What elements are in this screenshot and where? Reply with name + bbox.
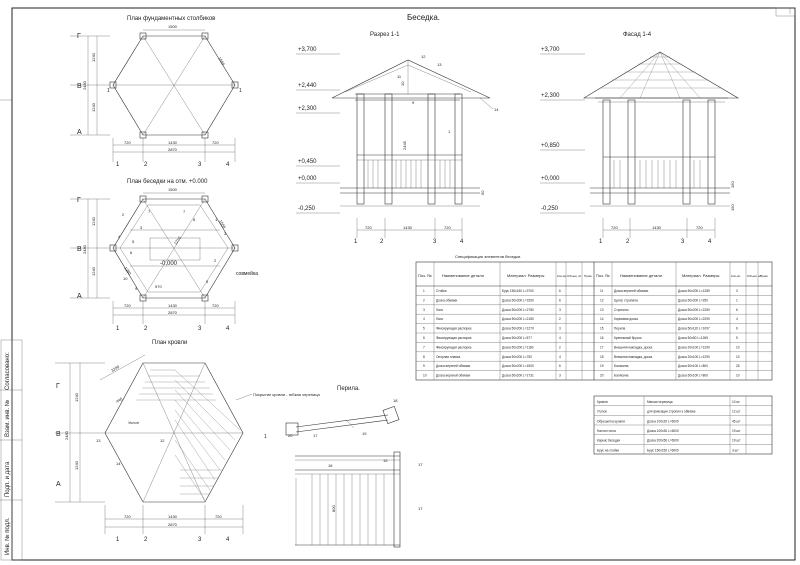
gp-left-dim-2: 1240 (91, 267, 96, 276)
railing-part-17b: 17 (418, 462, 423, 467)
materials-rows (597, 400, 741, 452)
railing-part-17c: 17 (418, 506, 423, 511)
railing-title: Перила. (337, 386, 360, 392)
stamp-sign-date: Подп. и дата (5, 461, 11, 497)
gp-bottom-dim-3: 720 (212, 303, 219, 308)
spec-cell: 5 (736, 336, 738, 340)
section-part-10: 10 (400, 81, 405, 86)
fp-row-v: В (77, 83, 82, 90)
gp-part-8: 8 (193, 217, 196, 222)
rp-left-dim-1: 1240 (74, 393, 79, 402)
spec-cell: Доска 50х200 L=2180 (502, 317, 534, 322)
spec-cell: Доска верхней обвязки (614, 289, 649, 293)
spec-cell: Доска 50х50 L=1265 (678, 336, 708, 340)
spec-cell: 12 (600, 298, 604, 303)
spec-cell: Фиксирующая распорка (436, 326, 472, 331)
spec-cell: 1 (423, 289, 425, 293)
spec-cell: 2 (559, 345, 561, 350)
gp-part-14: 3 (224, 231, 227, 236)
facade-small-1: 150 (730, 181, 735, 188)
spec-cell: Доска 20х100 L=1290 (678, 354, 710, 359)
fp-total-left: 2480 (82, 81, 87, 90)
spec-cell: 3 (423, 307, 425, 312)
gp-note: совмейка (236, 271, 259, 277)
spec-cell: Перила (614, 326, 626, 331)
materials-cell: Доска 200х50 L=6000 (647, 438, 679, 443)
gp-part-9: 1 (215, 217, 218, 222)
spec-cell: Доска верхней обвязки (436, 373, 471, 378)
fp-row-g: Г (77, 33, 81, 40)
gp-left-dim-1: 1240 (91, 217, 96, 226)
facade-level-1: +3,700 (541, 47, 560, 53)
facade-1-4 (540, 32, 738, 245)
materials-cell: Мягкая черепица (647, 400, 673, 404)
sheet-number-box (776, 8, 795, 16)
spec-cell: 18 (600, 354, 604, 359)
rp-part-13: 13 (96, 438, 101, 443)
spec-cell: 11 (600, 289, 604, 293)
gp-total-bottom: 2870 (168, 310, 177, 315)
spec-cell: 9 (423, 364, 425, 369)
gp-part-12: 5 (206, 279, 209, 284)
gp-row-a: А (77, 293, 82, 300)
section-level-5: +0,000 (298, 176, 317, 182)
spec-cell: 10 (736, 373, 740, 378)
gp-row-g: Г (77, 197, 81, 204)
railing-part-15: 15 (383, 458, 388, 463)
gazebo-plan (70, 179, 258, 332)
spec-cell: Доска обвязки (436, 298, 458, 303)
gp-col-1: 1 (116, 326, 120, 332)
spec-left-rows (423, 289, 561, 378)
spec-cell: 6 (559, 364, 561, 369)
materials-cell: Уголок (597, 409, 607, 414)
materials-cell: 45 шт (732, 419, 741, 424)
spec-cell: 10 (736, 354, 740, 359)
gp-col-2: 2 (144, 326, 148, 332)
spec-h-pos-l: Поз. № (418, 273, 432, 278)
fp-total-bottom: 2870 (168, 147, 177, 152)
fp-marker-1: 1 (107, 88, 110, 94)
materials-cell: Доска 100х30 L=6000 (647, 429, 679, 434)
fp-col-2: 2 (144, 162, 148, 168)
facade-level-5: -0,250 (541, 206, 559, 212)
rp-bottom-dim-2: 1430 (168, 514, 177, 519)
spec-cell: Лага (436, 317, 443, 322)
materials-cell: Настил пола (597, 429, 616, 434)
spec-cell: Доска 50х200 L=1289 (678, 289, 710, 293)
spec-cell: 2 (423, 298, 425, 303)
stamp-inv: Инв. № подл. (5, 517, 11, 555)
section-part-13: 13 (437, 62, 442, 67)
spec-cell: 1 (736, 298, 738, 303)
rp-dim-2: 440 (115, 396, 124, 404)
rp-covering: Покрытие кровли - гибкая черепица (253, 392, 320, 397)
spec-cell: Балясина (614, 364, 629, 369)
rp-part-14: 14 (116, 461, 121, 466)
spec-cell: Крепежный брусок (614, 336, 642, 340)
spec-cell: Доска 50х200 L=750 (502, 354, 532, 359)
spec-h-note-l: Прим. (584, 274, 593, 278)
facade-small-2: 150 (730, 204, 735, 211)
gp-inner-dim-3: 1280 (123, 265, 133, 276)
gp-part-3: 2 (122, 212, 125, 217)
spec-cell: 20 (600, 373, 604, 378)
section-1-1 (296, 32, 499, 245)
fp-row-a: А (77, 129, 82, 136)
fp-top-dim: 1500 (168, 24, 177, 29)
spec-cell: 10 (423, 373, 427, 378)
gp-bottom-dim-2: 1430 (168, 303, 177, 308)
spec-cell: 14 (600, 317, 604, 322)
section-col-3: 3 (433, 239, 437, 245)
facade-dim-2: 1430 (652, 225, 661, 230)
materials-cell: 19 шт (732, 429, 741, 434)
spec-cell: 25 (736, 364, 740, 369)
section-part-11: 11 (397, 74, 402, 79)
spec-cell: Доска 50х200 L=2780 (502, 307, 534, 312)
spec-cell: 3 (559, 307, 561, 312)
spec-cell: 6 (736, 326, 738, 331)
section-small: 50 (480, 190, 485, 195)
rp-angle: Уклон (128, 420, 139, 425)
spec-cell: Стропило (614, 307, 629, 312)
spec-cell: Доска верхней обвязки (436, 364, 471, 369)
materials-cell: 3 шт (732, 448, 739, 453)
spec-cell: Лага (436, 307, 443, 312)
gp-row-v: В (77, 246, 82, 253)
facade-col-3: 3 (681, 239, 685, 245)
spec-cell: 7 (423, 345, 425, 350)
section-part-14: 14 (494, 107, 499, 112)
rp-row-a: А (56, 481, 61, 488)
section-col-2: 2 (380, 239, 384, 245)
fp-left-dim-1: 1240 (91, 53, 96, 62)
gp-col-3: 3 (198, 326, 202, 332)
foundation-plan (70, 16, 242, 168)
fp-col-3: 3 (198, 162, 202, 168)
materials-cell: 12 шт (732, 409, 741, 414)
spec-h-name-l: Наименование детали (442, 273, 484, 278)
spec-cell: Доска 50х200 L=250 (678, 298, 708, 303)
railing-part-17a: 17 (313, 433, 318, 438)
materials-cell: Брус на стойки (597, 448, 620, 453)
fp-col-4: 4 (226, 162, 230, 168)
railing-part-18: 18 (393, 398, 398, 403)
section-part-1: 1 (448, 129, 451, 134)
spec-cell: 16 (600, 336, 604, 340)
spec-h-mat-r: Материал. Размеры (682, 273, 720, 278)
spec-h-note-r: Прим. (760, 274, 769, 278)
roof-plan-title: План кровли (152, 340, 188, 346)
facade-dim-1: 720 (611, 225, 618, 230)
rp-row-g: Г (56, 383, 60, 390)
materials-table (594, 396, 772, 454)
railing-height: 800 (331, 505, 336, 512)
spec-cell: 4 (736, 317, 738, 322)
spec-right-rows (600, 289, 740, 378)
spec-cell: Фиксирующая распорка (436, 336, 472, 340)
section-level-2: +2,440 (298, 83, 317, 89)
rp-total-left: 2480 (64, 431, 69, 440)
section-col-1: 1 (354, 239, 358, 245)
spec-h-vol-r: Объем, м³ (747, 274, 762, 278)
section-level-1: +3,700 (298, 47, 317, 53)
rp-col-3: 3 (198, 537, 202, 543)
section-title: Разрез 1-1 (370, 32, 400, 38)
gp-part-7: 7 (183, 209, 186, 214)
facade-title: Фасад 1-4 (623, 32, 652, 38)
rp-bottom-dim-3: 720 (215, 514, 222, 519)
spec-cell: 13 (600, 307, 604, 312)
spec-cell: Кормовая доска (614, 317, 638, 322)
railing-detail (286, 386, 423, 547)
facade-level-4: +0,000 (541, 176, 560, 182)
materials-cell: 19 шт (732, 438, 741, 443)
spec-cell: 3 (559, 373, 561, 378)
spec-cell: 10 (736, 345, 740, 350)
railing-part-19: 19 (362, 431, 367, 436)
spec-cell: 15 (600, 326, 604, 331)
materials-cell: Брус 150х150 L=6000 (647, 448, 679, 453)
spec-cell: Внешняя накладка, доска (614, 354, 653, 359)
spec-cell: 17 (600, 345, 604, 350)
fp-bottom-dim-3: 720 (212, 140, 219, 145)
spec-cell: Центр стропила (614, 298, 638, 303)
spec-cell: Доска 50х200 L=1270 (502, 326, 534, 331)
spec-cell: 19 (600, 364, 604, 369)
facade-level-2: +2,300 (541, 93, 560, 99)
section-level-4: +0,450 (298, 159, 317, 165)
gp-col-4: 4 (226, 326, 230, 332)
rp-left-dim-2: 1240 (74, 461, 79, 470)
facade-level-3: +0,850 (541, 143, 560, 149)
section-part-12: 12 (421, 54, 426, 59)
railing-part-20: 20 (288, 433, 293, 438)
facade-col-1: 1 (599, 239, 603, 245)
spec-cell: 6 (423, 336, 425, 340)
fp-diag-dim: 1500 (217, 56, 226, 67)
facade-dim-3: 720 (696, 225, 703, 230)
fp-bottom-dim-2: 1430 (168, 140, 177, 145)
gp-part-4: 4 (118, 234, 121, 239)
facade-col-2: 2 (626, 239, 630, 245)
gp-part-10: 10 (123, 276, 128, 281)
spec-cell: 3 (736, 289, 738, 293)
spec-cell: Доска 50х200 L=1500 (502, 364, 534, 369)
gp-part-2: 3 (140, 225, 143, 230)
gp-inner-dim-1: 570 (155, 284, 162, 289)
gp-part-5: 5 (132, 239, 135, 244)
rp-col-4: 4 (226, 537, 230, 543)
spec-cell: 3 (559, 326, 561, 331)
spec-cell: Брус 150х150 L=3700 (502, 289, 534, 293)
section-col-4: 4 (460, 239, 464, 245)
gp-diag-dim: 1500 (218, 219, 227, 230)
gp-inner-dim-2: 1210 (172, 235, 182, 246)
rp-dim-1: 3290 (110, 364, 121, 373)
spec-cell: 5 (423, 326, 425, 331)
materials-cell: Обрешетка кровли (597, 419, 625, 424)
rp-part-12: 12 (160, 438, 165, 443)
spec-cell: Доска 50х100 L=800 (678, 373, 708, 378)
spec-cell: 4 (559, 354, 561, 359)
spec-cell: 6 (736, 307, 738, 312)
gazebo-plan-title: План беседки на отм. +0.000 (127, 179, 208, 185)
section-dim-3: 720 (444, 225, 451, 230)
spec-cell: Доска 50х100 L=800 (678, 364, 708, 369)
spec-cell: 6 (559, 289, 561, 293)
rp-marker: 1 (264, 434, 267, 440)
spec-cell: Внешняя накладка, доска (614, 345, 653, 350)
spec-h-name-r: Наименование детали (620, 273, 662, 278)
spec-h-vol-l: Объем, м³ (567, 274, 582, 278)
gp-part-11: 9 (135, 286, 138, 291)
fp-left-dim-2: 1240 (91, 103, 96, 112)
gp-total-left: 2480 (82, 245, 87, 254)
spec-cell: Доска 50х200 L=2250 (678, 307, 710, 312)
side-stamp (0, 100, 22, 560)
rp-total-bottom: 2870 (168, 522, 177, 527)
spec-cell: Стойка (436, 289, 447, 293)
materials-cell: Кровля (597, 400, 608, 404)
stamp-agreed: Согласовано: (5, 352, 11, 390)
spec-cell: Балясина (614, 373, 629, 378)
spec-cell: 6 (559, 298, 561, 303)
railing-part-16: 16 (328, 463, 333, 468)
section-level-6: -0,250 (298, 206, 316, 212)
materials-cell: для фиксации стропил к обвязке (647, 409, 696, 414)
section-dim-2: 1430 (403, 225, 412, 230)
sheet-title: Беседка. (407, 13, 440, 22)
gp-part-13: 2 (214, 258, 217, 263)
gp-top-dim: 1500 (168, 187, 177, 192)
gp-level: -0,000 (160, 261, 178, 267)
spec-title: Спецификация элементов беседки. (455, 254, 522, 259)
facade-col-4: 4 (708, 239, 712, 245)
rp-col-2: 2 (144, 537, 148, 543)
spec-cell: Доска 20х100 L=1290 (678, 345, 710, 350)
spec-h-pos-r: Поз. № (596, 273, 610, 278)
section-dim-1: 720 (365, 225, 372, 230)
spec-cell: 4 (423, 317, 425, 322)
materials-cell: 10 м² (732, 400, 740, 404)
spec-cell: Доска 50х200 L=577 (502, 336, 532, 340)
section-part-9: 9 (412, 100, 415, 105)
spec-h-qty-l: Кол-во (557, 274, 567, 278)
rp-col-1: 1 (116, 537, 120, 543)
materials-cell: Каркас беседки (597, 438, 621, 443)
roof-plan (55, 340, 320, 543)
gp-bottom-dim-1: 720 (124, 303, 131, 308)
section-level-3: +2,300 (298, 106, 317, 112)
spec-cell: Доска 50х200 L=2290 (678, 317, 710, 322)
materials-cell: Доска 100х20 L=6000 (647, 419, 679, 424)
spec-cell: Доска 50х200 L=1180 (502, 345, 534, 350)
spec-cell: 2 (559, 317, 561, 322)
gp-part-6: 6 (130, 250, 133, 255)
stamp-replace: Взам. инв. № (5, 399, 11, 437)
foundation-plan-title: План фундаментных столбиков (127, 16, 216, 22)
gp-part-1: 7 (148, 209, 151, 214)
section-height: 2445 (402, 141, 407, 150)
fp-col-1: 1 (116, 162, 120, 168)
spec-h-qty-r: Кол-во (731, 274, 741, 278)
fp-marker-2: 1 (239, 88, 242, 94)
spec-table (416, 254, 772, 380)
spec-cell: Доска 50х200 L=1500 (502, 298, 534, 303)
spec-cell: Доска 50х120 L=1097 (678, 326, 710, 331)
fp-bottom-dim-1: 720 (124, 140, 131, 145)
spec-cell: 4 (559, 336, 561, 340)
spec-h-mat-l: Материал. Размеры (507, 273, 545, 278)
spec-cell: Опорная планка (436, 354, 461, 359)
rp-row-v: В (56, 431, 61, 438)
rp-bottom-dim-1: 720 (124, 514, 131, 519)
spec-cell: Фиксирующая распорка (436, 345, 472, 350)
spec-cell: 8 (423, 354, 425, 359)
spec-cell: Доска 50х200 L=1731 (502, 373, 534, 378)
